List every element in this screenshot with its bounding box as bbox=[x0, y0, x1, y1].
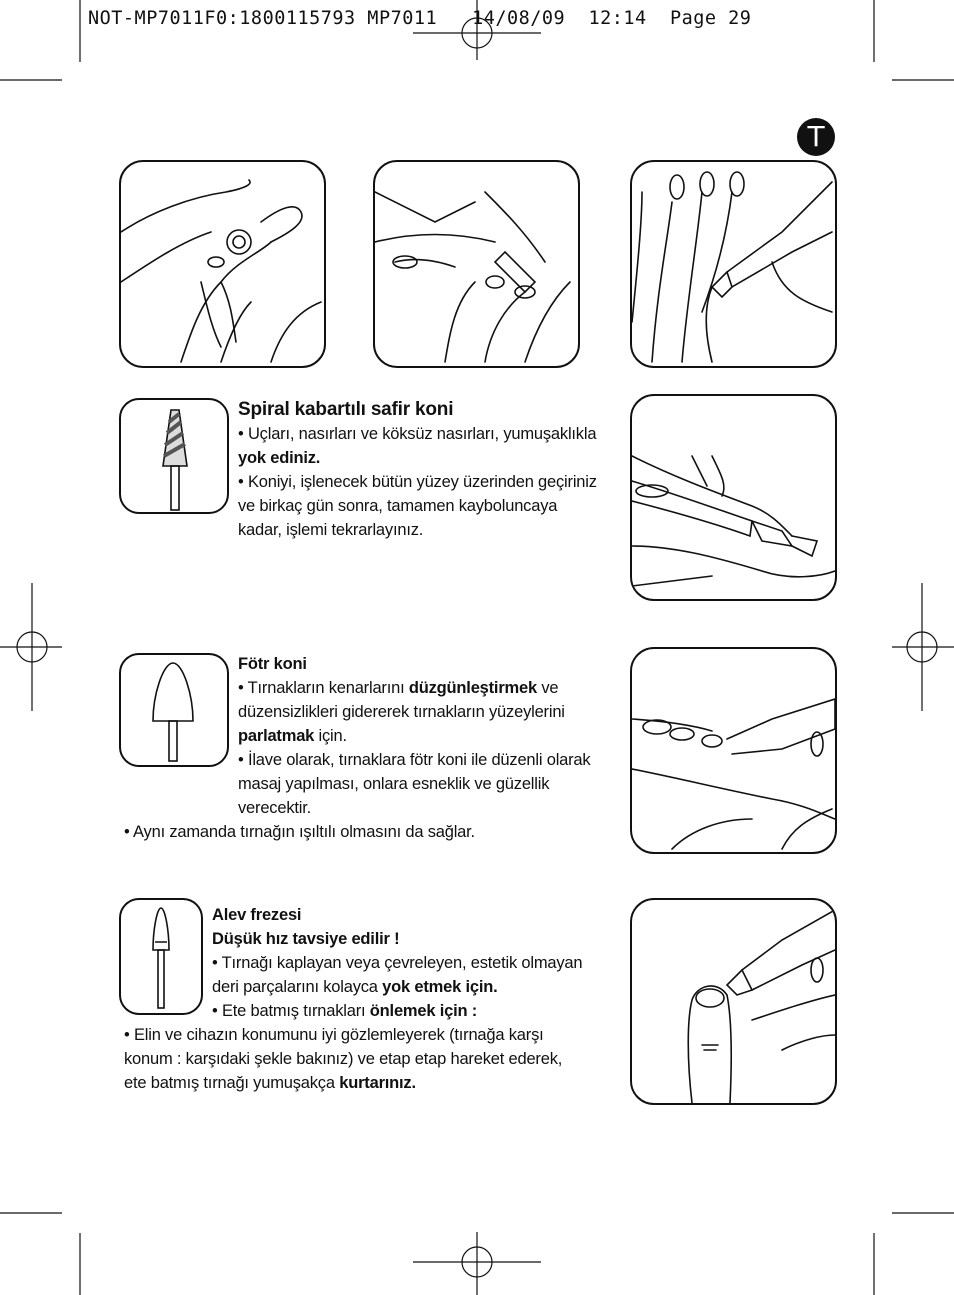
felt-line-3a: parlatmak bbox=[238, 727, 315, 745]
flame-line-2b: yok etmek için. bbox=[382, 978, 498, 996]
flame-cutter-tool bbox=[119, 898, 203, 1015]
hand-sketch-icon bbox=[632, 649, 835, 852]
illustration-hand-nail-3 bbox=[630, 160, 837, 368]
spiral-bullet-1a: • Uçları, nasırları ve köksüz nasırları, yumuşaklıkla bbox=[238, 425, 597, 443]
felt-title: Fötr koni bbox=[238, 655, 307, 673]
felt-line-6: verecektir. bbox=[238, 799, 311, 817]
flame-line-6b: kurtarınız. bbox=[339, 1074, 416, 1092]
language-badge: T bbox=[797, 118, 835, 156]
felt-line-4: • İlave olarak, tırnaklara fötr koni ile düzenli olarak bbox=[238, 751, 591, 769]
spiral-bullet-2c: kadar, işlemi tekrarlayınız. bbox=[238, 521, 424, 539]
flame-line-2a: deri parçalarını kolayca bbox=[212, 978, 383, 996]
felt-line-1a: • Tırnakların kenarlarını bbox=[238, 679, 409, 697]
flame-cutter-icon bbox=[121, 900, 201, 1013]
header-page: Page 29 bbox=[669, 8, 752, 29]
illustration-hand-nail-1 bbox=[119, 160, 326, 368]
flame-subtitle: Düşük hız tavsiye edilir ! bbox=[212, 930, 400, 948]
felt-cone-tool bbox=[119, 653, 229, 767]
header-date: 14/08/09 bbox=[472, 8, 566, 29]
felt-line-2: düzensizlikleri gidererek tırnakların yüzeylerini bbox=[238, 703, 565, 721]
spiral-bullet-2b: ve birkaç gün sonra, tamamen kayboluncaya bbox=[238, 497, 558, 515]
spiral-cone-tool bbox=[119, 398, 229, 514]
spiral-title: Spiral kabartılı safir koni bbox=[238, 399, 454, 420]
hand-sketch-icon bbox=[121, 162, 324, 366]
hand-sketch-icon bbox=[632, 162, 835, 366]
flame-line-3b: önlemek için : bbox=[369, 1002, 478, 1020]
flame-line-4: • Elin ve cihazın konumunu iyi gözlemleyerek (tırnağa karşı bbox=[124, 1026, 544, 1044]
print-header bbox=[88, 8, 751, 29]
felt-line-1c: ve bbox=[536, 679, 559, 697]
illustration-flame-use bbox=[630, 898, 837, 1105]
spiral-cone-icon bbox=[121, 400, 227, 512]
header-code: NOT-MP7011F0:1800115793 MP7011 bbox=[88, 8, 438, 29]
flame-line-1: • Tırnağı kaplayan veya çevreleyen, estetik olmayan bbox=[212, 954, 583, 972]
spiral-bullet-2a: • Koniyi, işlenecek bütün yüzey üzerinden geçiriniz bbox=[238, 473, 597, 491]
felt-line-7: • Aynı zamanda tırnağın ışıltılı olmasını da sağlar. bbox=[124, 823, 475, 841]
illustration-spiral-use bbox=[630, 394, 837, 601]
illustration-felt-use bbox=[630, 647, 837, 854]
spiral-bullet-1b: yok ediniz. bbox=[238, 449, 321, 467]
felt-line-1b: düzgünleştirmek bbox=[408, 679, 537, 697]
illustration-hand-nail-2 bbox=[373, 160, 580, 368]
flame-title: Alev frezesi bbox=[212, 906, 302, 924]
hand-sketch-icon bbox=[375, 162, 578, 366]
felt-cone-icon bbox=[121, 655, 227, 765]
flame-line-5: konum : karşıdaki şekle bakınız) ve etap etap hareket ederek, bbox=[124, 1050, 563, 1068]
flame-text bbox=[212, 903, 622, 1023]
felt-text bbox=[238, 652, 628, 820]
flame-text-2 bbox=[124, 1023, 624, 1095]
flame-line-3a: • Ete batmış tırnakları bbox=[212, 1002, 370, 1020]
felt-line-3b: için. bbox=[314, 727, 347, 745]
finger-sketch-icon bbox=[632, 900, 835, 1103]
flame-line-6a: ete batmış tırnağı yumuşakça bbox=[124, 1074, 340, 1092]
spiral-text bbox=[238, 398, 628, 542]
header-time: 12:14 bbox=[588, 8, 647, 29]
felt-line-5: masaj yapılması, onlara esneklik ve güzellik bbox=[238, 775, 550, 793]
foot-sketch-icon bbox=[632, 396, 835, 599]
